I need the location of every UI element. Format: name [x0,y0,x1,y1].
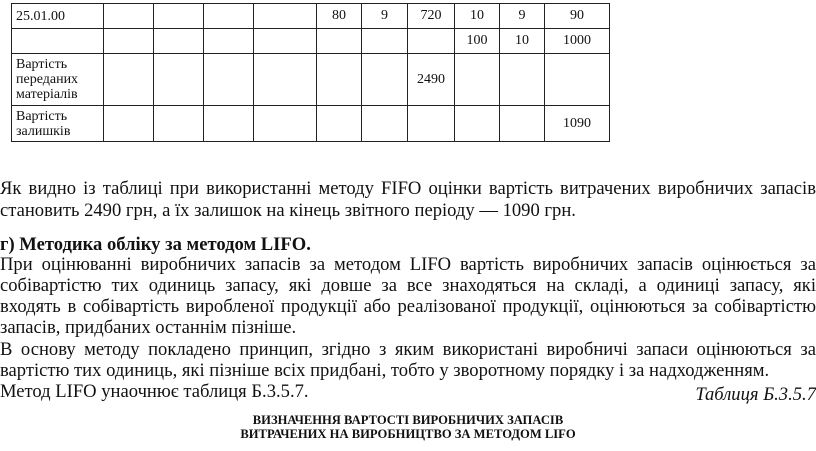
table-cell [104,54,154,106]
paragraph-line: входять в собівартість виробленої продукції або реалізованої продукції, оцінюються за собівартістю [0,296,816,317]
table-cell [154,54,204,106]
table-row [12,29,610,54]
table-cell [362,54,408,106]
table-caption: Таблиця Б.3.5.7 [695,384,816,405]
table-cell: 9 [362,4,408,29]
table-cell [104,29,154,54]
row-label-cell: 25.01.00 [12,4,104,29]
table-cell: 9 [500,4,545,29]
paragraph-line: Метод LIFO унаочнює таблиця Б.3.5.7. [0,381,309,402]
table-cell: 80 [317,4,362,29]
table-title-line: ВИТРАЧЕНИХ НА ВИРОБНИЦТВО ЗА МЕТОДОМ LIFO [240,427,576,441]
table-cell [254,29,317,54]
table-cell: 1000 [545,29,610,54]
table-cell [154,29,204,54]
paragraph-line: вартістю тих одиниць, які пізніше всіх придбані, тобто у зворотному порядку і за надходженням. [0,360,770,381]
paragraph-line: запасів, придбаних останнім пізніше. [0,317,297,338]
table-cell [500,106,545,142]
table-cell [204,54,254,106]
fifo-table [11,3,610,142]
table-cell [254,4,317,29]
table-cell [204,4,254,29]
table-cell [317,106,362,142]
table-cell [254,106,317,142]
table-cell [104,4,154,29]
paragraph-line: становить 2490 грн, а їх залишок на кінець звітного періоду — 1090 грн. [0,200,576,221]
table-cell: 10 [500,29,545,54]
table-cell [362,106,408,142]
table-cell [317,54,362,106]
paragraph-line: собівартістю тих одиниць запасу, які довше за все знаходяться на складі, а одиниці запасу, які [0,275,816,296]
table-cell [362,29,408,54]
fifo-table-body [12,4,610,142]
table-cell [204,106,254,142]
table-cell: 10 [455,4,500,29]
table-cell [254,54,317,106]
table-cell [317,29,362,54]
table-cell: 1090 [545,106,610,142]
paragraph-line: Як видно із таблиці при використанні методу FIFO оцінки вартість витрачених виробничих запасів [0,178,816,199]
row-label-cell: Вартість переданих матеріалів [12,54,104,106]
table-cell [154,4,204,29]
table-cell: 100 [455,29,500,54]
table-cell [455,106,500,142]
row-label-cell [12,29,104,54]
section-heading: г) Методика обліку за методом LIFO. [0,234,311,255]
paragraph-line: В основу методу покладено принцип, згідно з яким використані виробничі запаси оцінюються за [0,339,816,360]
table-cell [204,29,254,54]
table-cell [500,54,545,106]
table-row [12,106,610,142]
table-cell [545,54,610,106]
table-row [12,54,610,106]
table-row [12,4,610,29]
row-label-cell: Вартість залишків [12,106,104,142]
table-title-line: ВИЗНАЧЕННЯ ВАРТОСТІ ВИРОБНИЧИХ ЗАПАСІВ [252,413,564,427]
table-cell: 2490 [408,54,455,106]
table-cell [154,106,204,142]
paragraph-line: При оцінюванні виробничих запасів за методом LIFO вартість виробничих запасів оцінюється за [0,254,816,275]
table-cell [455,54,500,106]
table-cell: 720 [408,4,455,29]
table-cell: 90 [545,4,610,29]
table-cell [104,106,154,142]
table-cell [408,106,455,142]
table-cell [408,29,455,54]
